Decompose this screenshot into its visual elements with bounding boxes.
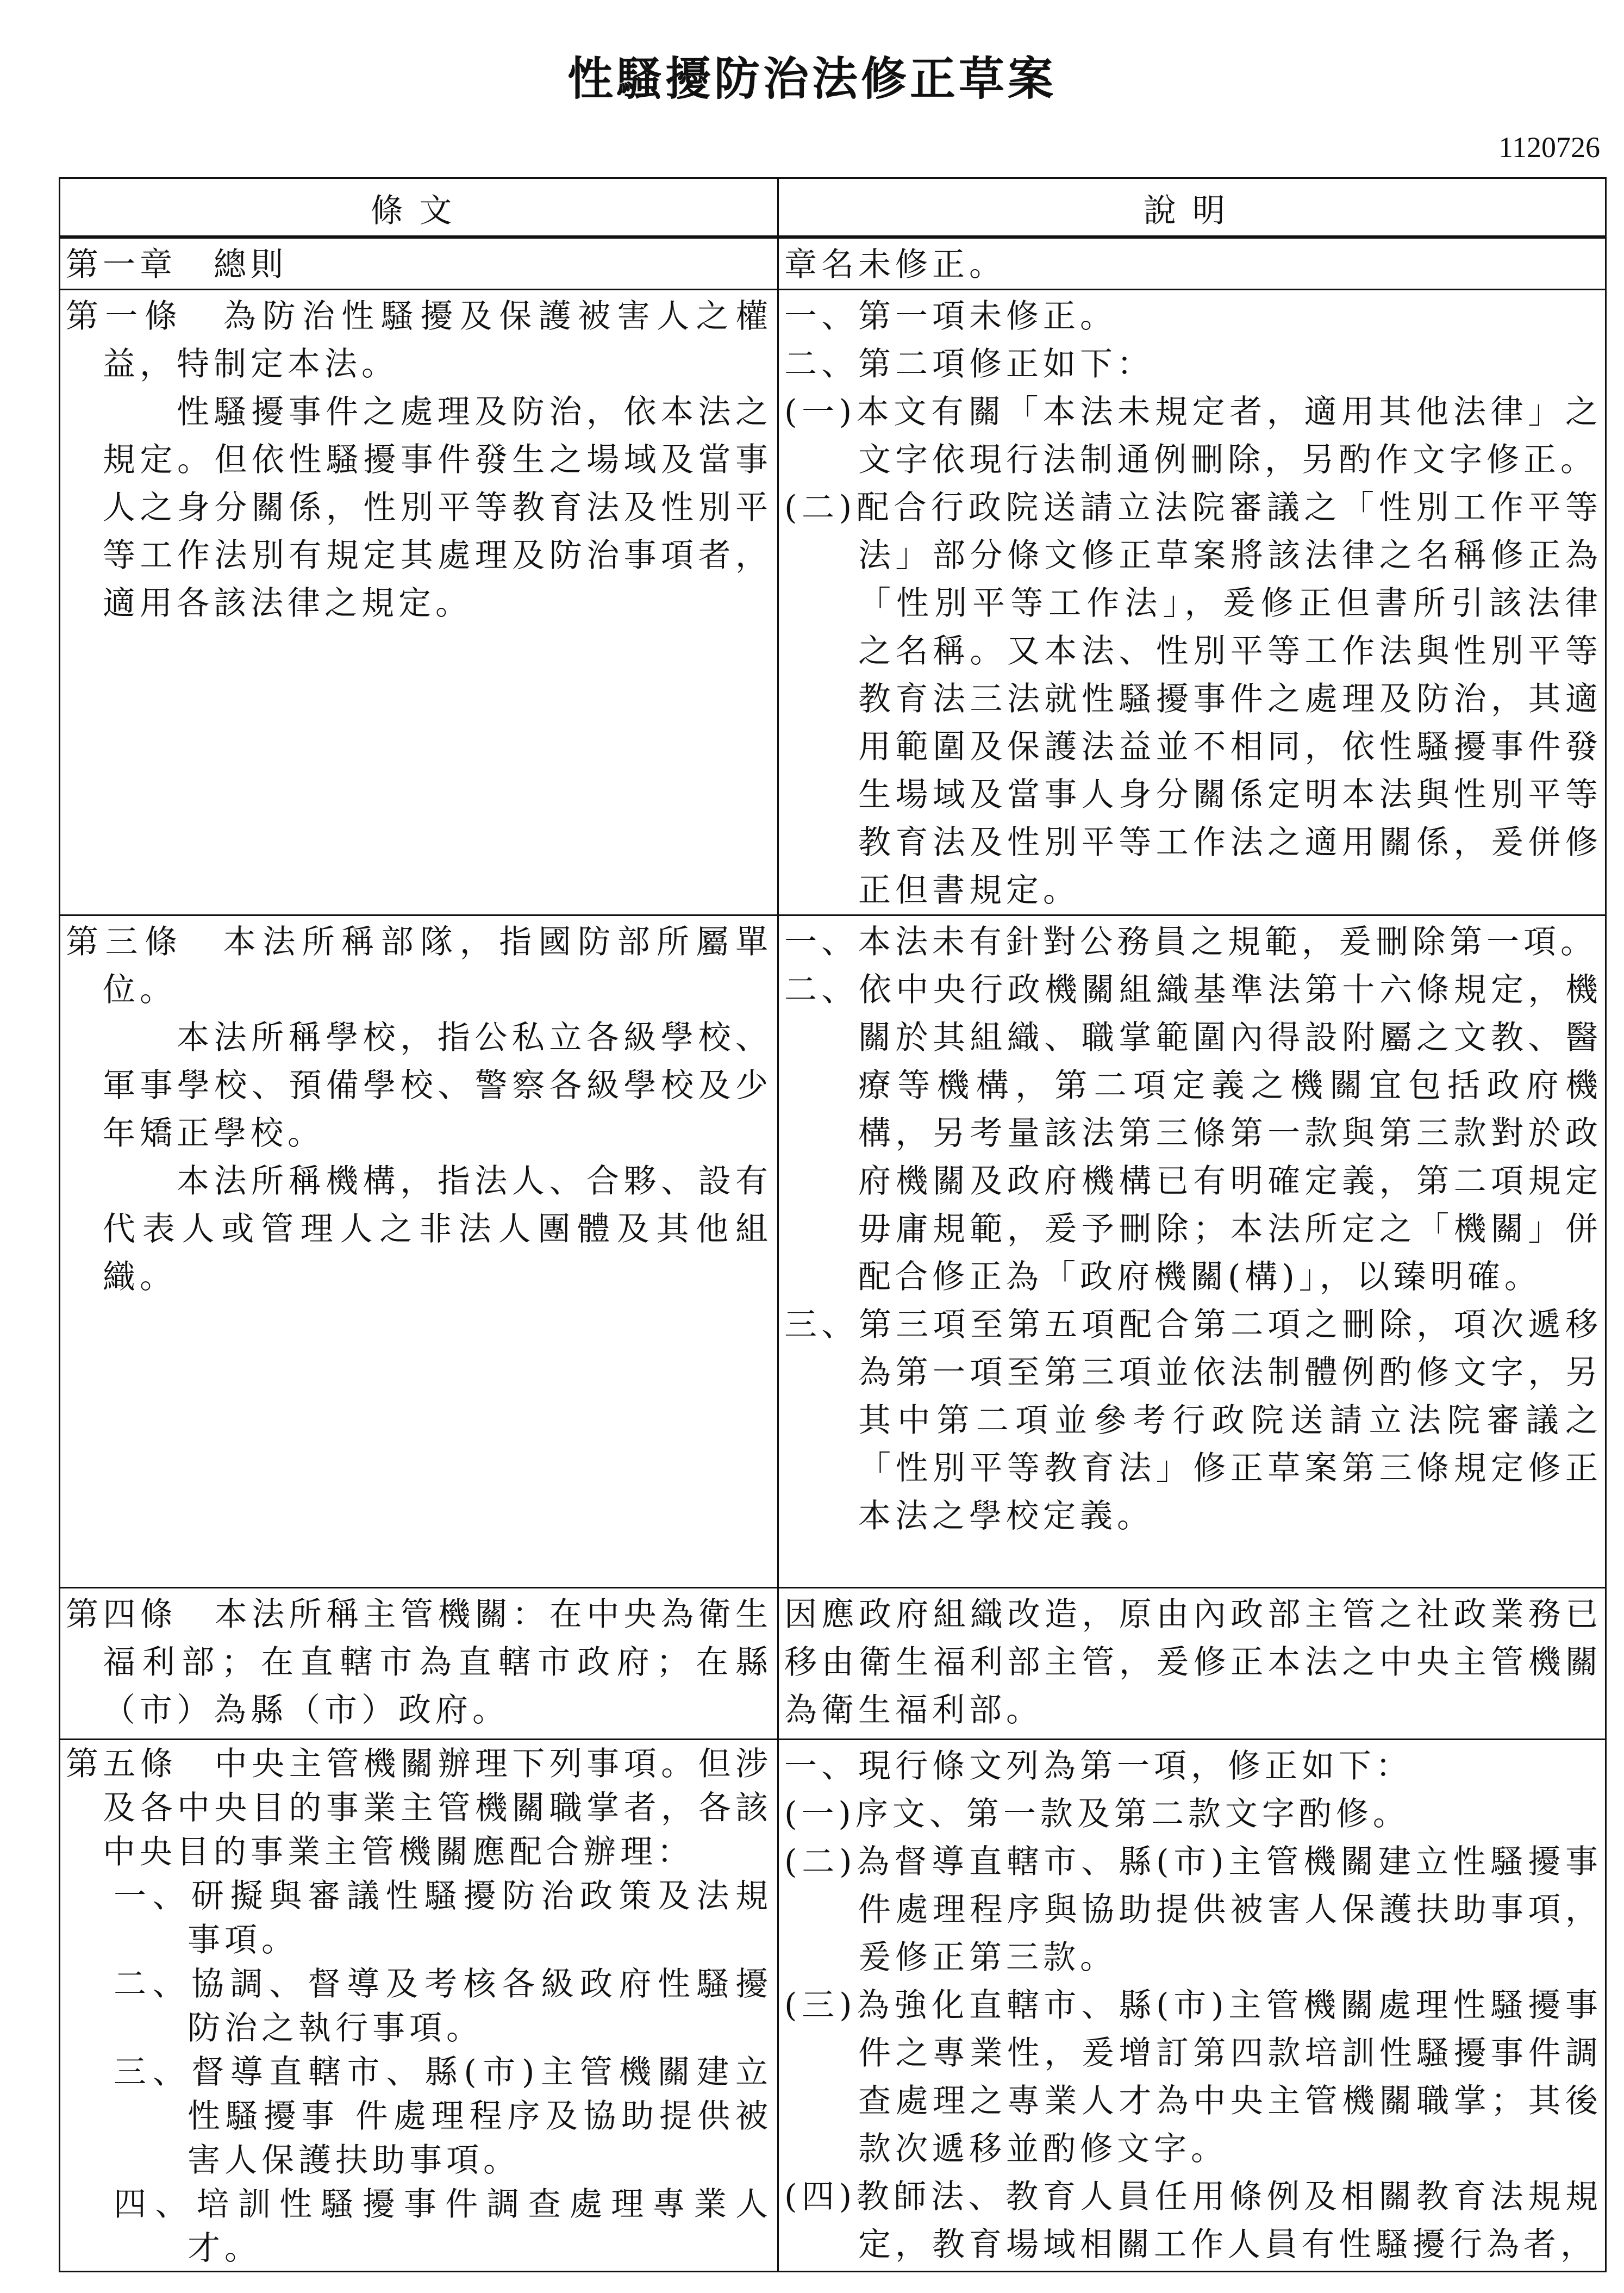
listitem-text: 四、培訓性騷擾事件調查處理專業人才。 xyxy=(114,2185,772,2267)
document-date-code: 1120726 xyxy=(1498,131,1600,164)
explanation-cell xyxy=(778,1740,1606,2272)
table-row xyxy=(60,915,1606,1588)
cell-content xyxy=(784,241,1602,289)
cell-content xyxy=(66,1742,772,2271)
article-text-cell xyxy=(60,1588,778,1740)
article-text: 第五條 中央主管機關辦理下列事項。但涉及各中央目的事業主管機關職掌者，各該中央目的事業主管機關應配合辦理： xyxy=(66,1745,772,1871)
paragraph-text: 本法所稱機構，指法人、合夥、設有代表人或管理人之非法人團體及其他組織。 xyxy=(103,1162,772,1296)
table-header-row xyxy=(60,178,1606,238)
document-title: 性騷擾防治法修正草案 xyxy=(567,52,1057,105)
listitem-text: 二、協調、督導及考核各級政府性騷擾防治之執行事項。 xyxy=(114,1965,772,2047)
article-text-cell xyxy=(60,1740,778,2272)
column-header-explanation: 說明 xyxy=(778,178,1606,238)
table-row xyxy=(60,1740,1606,2272)
table-row xyxy=(60,237,1606,290)
article-text-cell xyxy=(60,290,778,915)
subitem-text: (三)為強化直轄市、縣(市)主管機關處理性騷擾事件之專業性，爰增訂第四款培訓性騷擾事件調查處理之專業人才為中央主管機關職掌；其後款次遞移並酌修文字。 xyxy=(784,1986,1602,2168)
paragraph-text: 本法所稱學校，指公私立各級學校、軍事學校、預備學校、警察各級學校及少年矯正學校。 xyxy=(103,1019,772,1152)
cell-content xyxy=(66,918,772,1301)
article-text: 第三條 本法所稱部隊，指國防部所屬單位。 xyxy=(66,923,772,1009)
paragraph-text: 性騷擾事件之處理及防治，依本法之規定。但依性騷擾事件發生之場域及當事人之身分關係，性別平等教育法及性別平等工作法別有規定其處理及防治事項者，適用各該法律之規定。 xyxy=(103,393,772,622)
cell-content xyxy=(784,1742,1602,2269)
listitem-text: 一、研擬與審議性騷擾防治政策及法規事項。 xyxy=(114,1877,772,1959)
explanation-cell xyxy=(778,290,1606,915)
item-text: 一、本法未有針對公務員之規範，爰刪除第一項。 xyxy=(784,923,1597,961)
item-text: 二、依中央行政機關組織基準法第十六條規定，機關於其組織、職掌範圍內得設附屬之文教、醫療等機構，第二項定義之機關宜包括政府機構，另考量該法第三條第一款與第三款對於政府機關及政府機構已有明確定義，第二項規定毋庸規範，爰予刪除；本法所定之「機關」併配合修正為「政府機關(構)」，以臻明確。 xyxy=(784,971,1602,1296)
explanation-cell xyxy=(778,1588,1606,1740)
cell-content xyxy=(784,292,1602,914)
subitem-text: (二)配合行政院送請立法院審議之「性別工作平等法」部分條文修正草案將該法律之名稱修正為「性別平等工作法」，爰修正但書所引該法律之名稱。又本法、性別平等工作法與性別平等教育法三法就性騷擾事件之處理及防治，其適用範圍及保護法益並不相同，依性騷擾事件發生場域及當事人身分關係定明本法與性別平等教育法及性別平等工作法之適用關係，爰併修正但書規定。 xyxy=(784,489,1602,909)
listitem-text: 三、督導直轄市、縣(市)主管機關建立性騷擾事 件處理程序及協助提供被害人保護扶助事項。 xyxy=(114,2053,772,2179)
article-text: 第四條 本法所稱主管機關：在中央為衛生福利部；在直轄市為直轄市政府；在縣（市）為縣（市）政府。 xyxy=(66,1596,772,1729)
item-text: 三、第三項至第五項配合第二項之刪除，項次遞移為第一項至第三項並依法制體例酌修文字，另其中第二項並參考行政院送請立法院審議之「性別平等教育法」修正草案第三條規定修正本法之學校定義。 xyxy=(784,1306,1602,1535)
article-text-cell xyxy=(60,915,778,1588)
plain-text: 因應政府組織改造，原由內政部主管之社政業務已移由衛生福利部主管，爰修正本法之中央主管機關為衛生福利部。 xyxy=(784,1596,1602,1729)
plain-text: 章名未修正。 xyxy=(784,246,1006,284)
subitem-text: (四)教師法、教育人員任用條例及相關教育法規規定，教育場域相關工作人員有性騷擾行為者， xyxy=(784,2178,1602,2264)
subitem-text: (一)本文有關「本法未規定者，適用其他法律」之文字依現行法制通例刪除，另酌作文字修正。 xyxy=(784,393,1602,479)
table-row xyxy=(60,1588,1606,1740)
explanation-cell xyxy=(778,915,1606,1588)
item-text: 一、第一項未修正。 xyxy=(784,297,1117,335)
subitem-text: (一)序文、第一款及第二款文字酌修。 xyxy=(784,1795,1410,1833)
cell-content xyxy=(784,1591,1602,1734)
item-text: 二、第二項修正如下： xyxy=(784,345,1154,383)
comparison-table xyxy=(59,177,1607,2272)
article-text-cell xyxy=(60,237,778,290)
item-text: 一、現行條文列為第一項，修正如下： xyxy=(784,1747,1413,1785)
column-header-article: 條文 xyxy=(60,178,778,238)
table-row xyxy=(60,290,1606,915)
cell-content xyxy=(66,292,772,627)
chapter-text: 第一章 總則 xyxy=(66,246,288,284)
cell-content xyxy=(66,241,772,289)
explanation-cell xyxy=(778,237,1606,290)
cell-content xyxy=(66,1591,772,1734)
cell-content xyxy=(784,918,1602,1540)
article-text: 第一條 為防治性騷擾及保護被害人之權益，特制定本法。 xyxy=(66,297,772,383)
subitem-text: (二)為督導直轄市、縣(市)主管機關建立性騷擾事件處理程序與協助提供被害人保護扶助事項，爰修正第三款。 xyxy=(784,1843,1602,1977)
